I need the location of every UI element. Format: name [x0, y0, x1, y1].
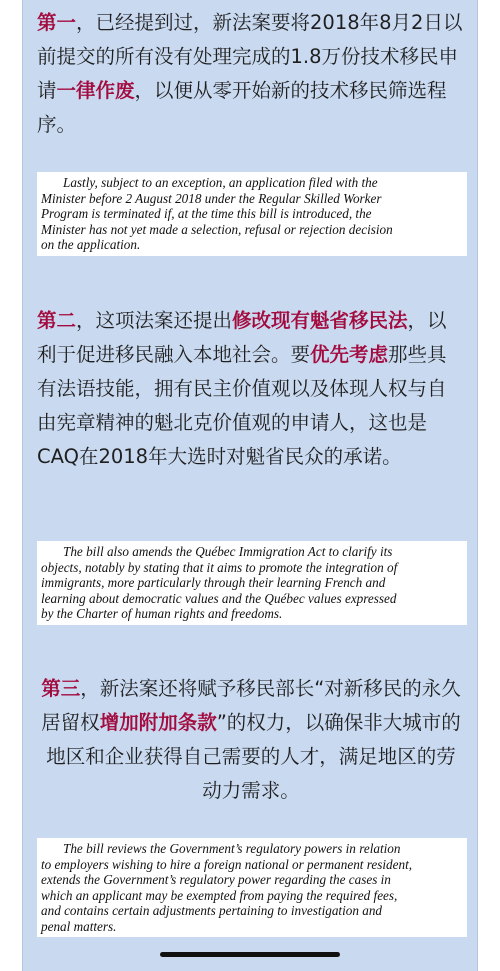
quote-1: [37, 172, 467, 256]
section-2-label: 第二: [37, 309, 77, 332]
section-1-label: 第一: [37, 11, 77, 34]
quote-2-line: learning about democratic values and the Québec values expressed: [41, 590, 397, 606]
section-1-text-b: ，以便从零开始新的技术移民筛选程序。: [37, 79, 447, 136]
quote-3-line: penal matters.: [41, 918, 117, 934]
section-2-text-a: ，这项法案还提出: [76, 309, 233, 332]
section-1-text-a: ，已经提到过，新法案要将2018年8月2日以前提交的所有没有处理完成的1.8万份技术移民申请: [37, 11, 463, 102]
section-2-highlight-1: 修改现有魁省移民法: [232, 309, 408, 332]
quote-3-line: which an applicant may be exempted from paying the required fees,: [41, 887, 398, 903]
quote-3-line: to employers wishing to hire a foreign national or permanent resident,: [41, 856, 413, 872]
quote-2-line: immigrants, more particularly through their learning French and: [41, 575, 386, 590]
article-page: [22, 0, 478, 971]
section-2-highlight-2: 优先考虑: [310, 343, 389, 366]
quote-1-line: Lastly, subject to an exception, an application filed with the: [63, 175, 378, 190]
home-indicator[interactable]: [160, 952, 340, 957]
quote-1-line: Minister has not yet made a selection, refusal or rejection decision: [41, 221, 393, 237]
quote-2: [37, 541, 467, 625]
section-2-paragraph: [37, 304, 465, 474]
quote-3: [37, 838, 467, 937]
quote-1-line: on the application.: [41, 237, 141, 252]
quote-2-line: by the Charter of human rights and freedoms.: [41, 606, 283, 621]
section-3-highlight: 增加附加条款: [99, 711, 217, 734]
quote-2-line: The bill also amends the Québec Immigration Act to clarify its: [63, 544, 393, 559]
quote-3-line: The bill reviews the Government’s regulatory powers in relation: [63, 841, 401, 856]
quote-1-line: Program is terminated if, at the time this bill is introduced, the: [41, 206, 372, 221]
quote-3-line: and contains certain adjustments pertaining to investigation and: [41, 903, 383, 918]
section-3-text-a: ，新法案还将赋予移民部长“对新移民的永久居留权: [41, 677, 461, 734]
section-3-paragraph: [37, 672, 465, 808]
section-1-paragraph: [37, 6, 465, 142]
section-3-label: 第三: [41, 677, 81, 700]
section-3-text-b: ”的权力，以确保非大城市的地区和企业获得自己需要的人才，满足地区的劳动力需求。: [46, 711, 461, 802]
quote-3-line: extends the Government’s regulatory power regarding the cases in: [41, 872, 391, 887]
quote-1-line: Minister before 2 August 2018 under the Regular Skilled Worker: [41, 190, 382, 206]
section-1-highlight: 一律作废: [56, 79, 135, 102]
quote-2-line: objects, notably by stating that it aims to promote the integration of: [41, 559, 398, 575]
section-2-text-c: 那些具有法语技能，拥有民主价值观以及体现人权与自由宪章精神的魁北克价值观的申请人，这也是CAQ在2018年大选时对魁省民众的承诺。: [37, 343, 447, 468]
section-2-text-b: ，以利于促进移民融入本地社会。要: [37, 309, 447, 366]
